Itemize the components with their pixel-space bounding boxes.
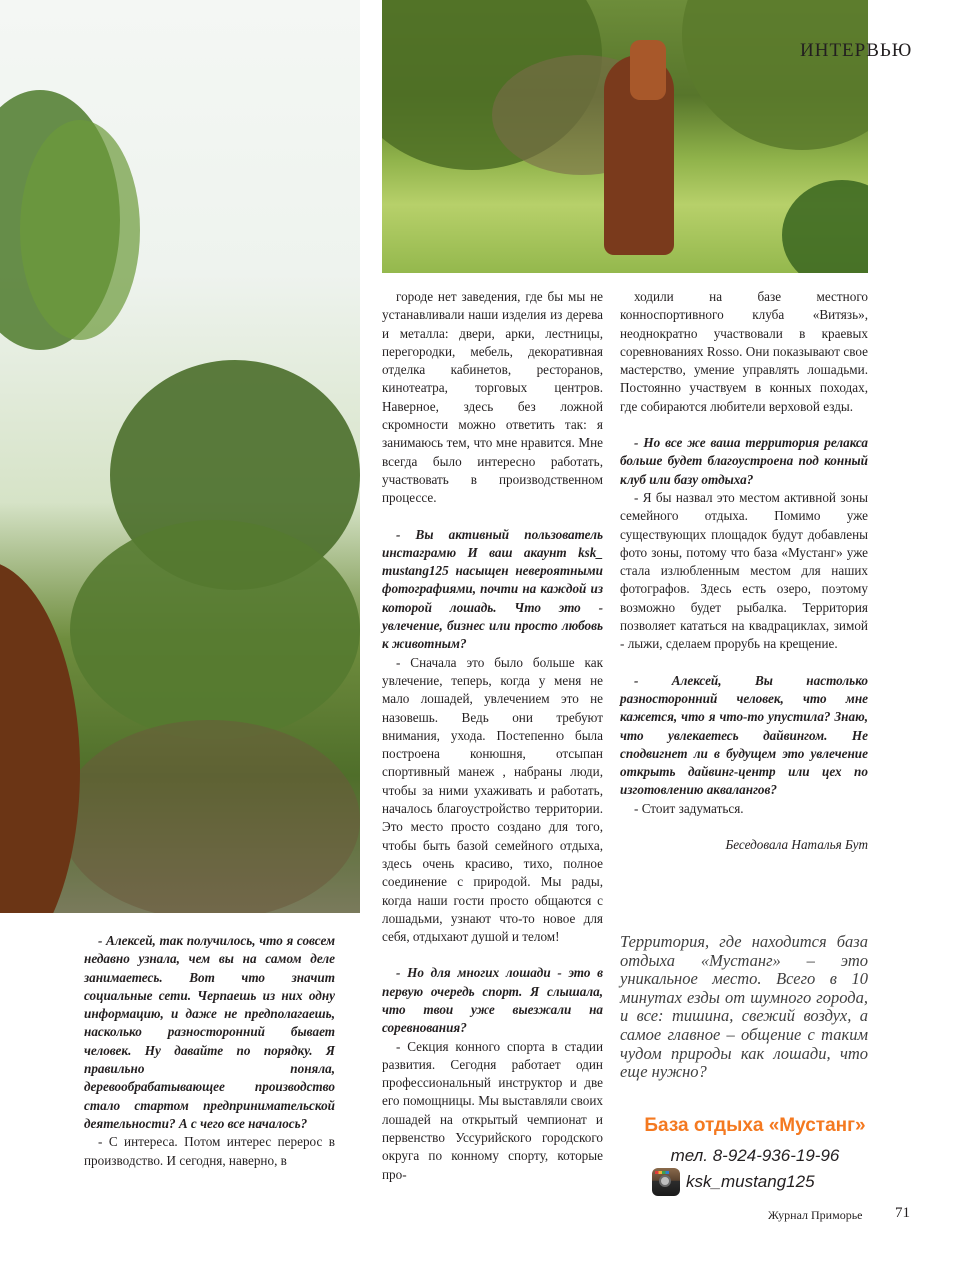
- ad-instagram[interactable]: [652, 1168, 815, 1196]
- article-column-left: [84, 932, 335, 1170]
- interview-question: - Вы активный пользователь инстаграмю И ваш акаунт ksk_ mustang125 насыщен невероятными фотографиями, почти на каждой из которой лошадь. Что это - увлечение, бизнес или просто любовь к животным?: [382, 526, 603, 652]
- footer-journal: Журнал Приморье: [768, 1208, 863, 1222]
- page-number: 71: [895, 1205, 910, 1221]
- interview-paragraph: - Я бы назвал это местом активной зоны семейного отдыха. Помимо уже существующих площадок будут добавлены фото зоны, потому что база «Мустанг» уже стала излюбленным местом для наших фотографов. Здесь есть озеро, поэтому возможно будет рыбалка. Территория позволяет кататься на квадрациклах, зимой - лыжи, сделаем прорубь на крещение.: [620, 489, 868, 652]
- interview-paragraph: - Секция конного спорта в стадии развития. Сегодня работает один профессиональный инструктор и две его помощницы. Мы выставляли своих лошадей на открытый чемпионат и первенство Уссурийского городского округа по конному спорту, которые про-: [382, 1038, 603, 1182]
- pull-quote: Территория, где находится база отдыха «Мустанг» – это уникальное место. Всего в 10 минутах езды от шумного города, и все: тишина, свежий воздух, а самое главное – общение с таким чудом природы как лошади, что еще нужно?: [620, 932, 868, 1082]
- instagram-handle: ksk_mustang125: [686, 1172, 815, 1191]
- rider-on-horse-photo: [382, 0, 868, 273]
- interview-question: - Но для многих лошади - это в первую очередь спорт. Я слышала, что твои уже выезжали на соревнования?: [382, 965, 603, 1036]
- interview-paragraph: - Стоит задуматься.: [634, 800, 744, 816]
- interview-question: - Алексей, Вы настолько разносторонний человек, что мне кажется, что я что-то упустила? Знаю, что увлекаетесь дайвингом. Не сподвигнет ли в будущем это увлечение открыть дайвинг-центр или цех по изготовлению аквалангов?: [620, 672, 868, 798]
- interview-question: - Алексей, так получилось, что я совсем недавно узнала, чем вы на самом деле занимаетесь. Вот что значит социальные сети. Черпаешь из них одну информацию, и даже не предполагаешь, насколько разносторонний бывает человек. Ну давайте по порядку. Я правильно поняла, деревообрабатывающее производство стало стартом предпринимательской деятельности? А с чего все началось?: [84, 933, 335, 1131]
- ad-title: База отдыха «Мустанг»: [644, 1115, 866, 1136]
- author-signature: Беседовала Наталья Бут: [725, 837, 868, 853]
- article-column-middle: [382, 288, 603, 1184]
- instagram-icon: [652, 1168, 680, 1196]
- interview-question: - Но все же ваша территория релакса больше будет благоустроена под конный клуб или базу отдыха?: [620, 435, 868, 487]
- section-label: ИНТЕРВЬЮ: [800, 40, 913, 61]
- article-column-right: [620, 288, 868, 854]
- interview-paragraph: - С интереса. Потом интерес перерос в производство. И сегодня, наверно, в: [84, 1134, 335, 1168]
- horse-closeup-photo: [0, 0, 360, 913]
- interview-paragraph: городе нет заведения, где бы мы не устанавливали наши изделия из дерева и металла: двери, арки, лестницы, перегородки, мебель, декоративная отделка кабинетов, ресторанов, кинотеатра, торговых центров. Наверное, здесь без ложной скромности можно ответить так: я занимаюсь тем, что мне нравится. Мне всегда было интересно работать, участвовать в производственном процессе.: [382, 289, 603, 506]
- interview-paragraph: ходили на базе местного конноспортивного клуба «Витязь», неоднократно участвовали в краевых соревнованиях Rosso. Они показывают свое мастерство, умение управлять лошадьми. Постоянно участвуем в конных походах, где собираются любители верховой езды.: [620, 289, 868, 414]
- interview-paragraph: - Сначала это было больше как увлечение, теперь, когда у меня не мало лошадей, увлечением это не назовешь. Ведь они требуют внимания, ухода. Постепенно была построена конюшня, отсыпан спортивный манеж , набраны люди, чтобы за ними ухаживать и работать, началось благоустройство территории. Это место просто создано для того, чтобы быть базой семейного отдыха, здесь очень красиво, тихо, полное соединение с природой. Мы рады, когда наши гости просто общаются с лошадьми, узнают что-то новое для себя, отдыхают душой и телом!: [382, 654, 603, 945]
- ad-phone: тел. 8-924-936-19-96: [670, 1146, 840, 1165]
